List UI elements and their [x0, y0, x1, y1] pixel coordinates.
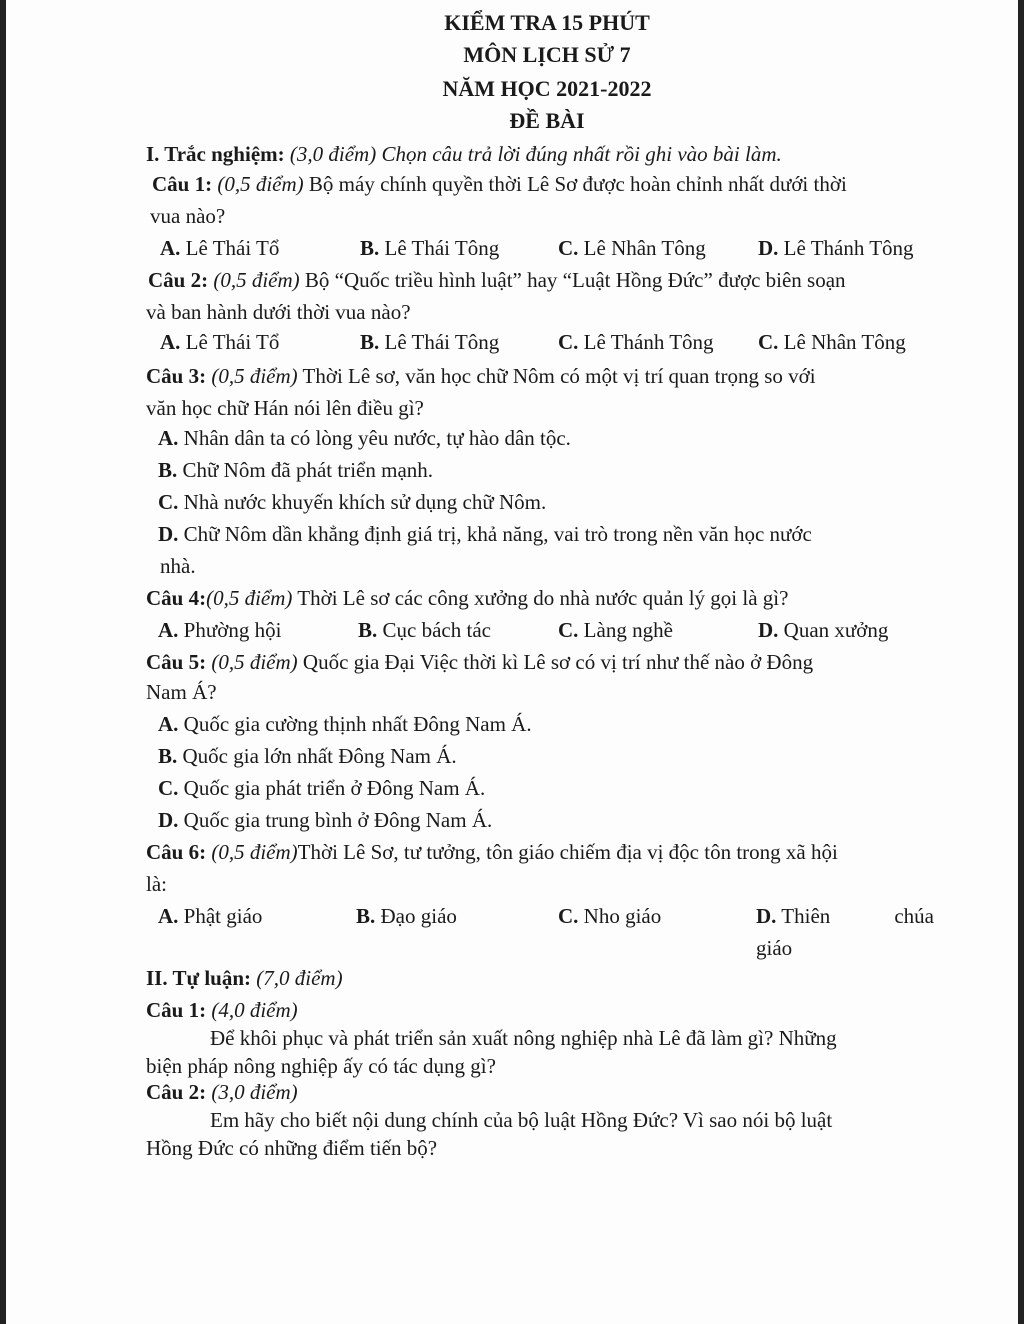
section2-heading: II. Tự luận: [146, 966, 252, 990]
section2-score: (7,0 điểm) [256, 966, 343, 990]
q6-line1 [146, 840, 838, 864]
q3-option-b: B. Chữ Nôm đã phát triển mạnh. [158, 458, 434, 482]
q1-text: Bộ máy chính quyền thời Lê Sơ được hoàn chỉnh nhất dưới thời [308, 172, 847, 196]
q4-score: (0,5 điểm) [206, 586, 293, 610]
q5-line1 [146, 650, 813, 674]
q6-score: (0,5 điểm) [211, 840, 298, 864]
q4-option-b: B. Cục bách tác [358, 618, 491, 642]
q3-text: Thời Lê sơ, văn học chữ Nôm có một vị trí quan trọng so với [302, 364, 816, 388]
section1-score: (3,0 điểm) [289, 142, 377, 166]
q4-line [146, 586, 788, 610]
e2-score: (3,0 điểm) [211, 1080, 298, 1104]
q4-option-d: D. Quan xưởng [758, 618, 889, 642]
q3-option-a: A. Nhân dân ta có lòng yêu nước, tự hào dân tộc. [158, 426, 571, 450]
e2-line2: Hồng Đức có những điểm tiến bộ? [146, 1136, 438, 1160]
q1-score: (0,5 điểm) [217, 172, 304, 196]
q1-option-d: D. Lê Thánh Tông [758, 236, 914, 260]
q2-label: Câu 2: [148, 268, 209, 292]
q4-label: Câu 4: [146, 586, 207, 610]
q5-option-d: D. Quốc gia trung bình ở Đông Nam Á. [158, 808, 493, 832]
q3-label: Câu 3: [146, 364, 207, 388]
q3-option-d: D. Chữ Nôm dần khẳng định giá trị, khả năng, vai trò trong nền văn học nước [158, 522, 812, 546]
q2-text: Bộ “Quốc triều hình luật” hay “Luật Hồng Đức” được biên soạn [304, 268, 846, 292]
q2-line2: và ban hành dưới thời vua nào? [146, 300, 411, 324]
q6-line2: là: [146, 872, 167, 896]
section2-line [146, 966, 343, 990]
q5-label: Câu 5: [146, 650, 207, 674]
exam-title: KIỂM TRA 15 PHÚT [444, 10, 650, 35]
q6-option-a: A. Phật giáo [158, 904, 263, 928]
q2-option-d: C. Lê Nhân Tông [758, 330, 906, 354]
q5-text: Quốc gia Đại Việc thời kì Lê sơ có vị trí như thế nào ở Đông [302, 650, 814, 674]
q3-line1 [146, 364, 816, 388]
q6-option-b: B. Đạo giáo [356, 904, 457, 928]
q3-score: (0,5 điểm) [211, 364, 298, 388]
section1-instruction: Chọn câu trả lời đúng nhất rồi ghi vào bài làm. [381, 142, 782, 166]
q3-option-c: C. Nhà nước khuyến khích sử dụng chữ Nôm. [158, 490, 547, 514]
q1-label: Câu 1: [152, 172, 213, 196]
q6-text: Thời Lê Sơ, tư tưởng, tôn giáo chiếm địa vị độc tôn trong xã hội [297, 840, 838, 864]
q4-option-c: C. Làng nghề [558, 618, 673, 642]
e1-score: (4,0 điểm) [211, 998, 298, 1022]
q3-option-d-cont: nhà. [160, 554, 196, 578]
q2-line1 [148, 268, 846, 292]
q4-option-a: A. Phường hội [158, 618, 282, 642]
e1-line0 [146, 998, 298, 1022]
e1-line1: Để khôi phục và phát triển sản xuất nông nghiệp nhà Lê đã làm gì? Những [210, 1026, 837, 1050]
q5-score: (0,5 điểm) [211, 650, 298, 674]
section1-line [146, 142, 782, 166]
q6-option-d: D. Thiên chúa [756, 904, 934, 928]
q1-option-b: B. Lê Thái Tông [360, 236, 500, 260]
e1-line2: biện pháp nông nghiệp ấy có tác dụng gì? [146, 1054, 496, 1078]
school-year: NĂM HỌC 2021-2022 [442, 76, 652, 101]
q2-option-a: A. Lê Thái Tổ [160, 330, 280, 354]
q1-line1 [152, 172, 847, 196]
q1-option-a: A. Lê Thái Tổ [160, 236, 280, 260]
q5-option-c: C. Quốc gia phát triển ở Đông Nam Á. [158, 776, 486, 800]
q2-score: (0,5 điểm) [213, 268, 300, 292]
q1-line2: vua nào? [150, 204, 226, 228]
q4-text: Thời Lê sơ các công xưởng do nhà nước quản lý gọi là gì? [297, 586, 789, 610]
e2-line0 [146, 1080, 298, 1104]
q5-option-a: A. Quốc gia cường thịnh nhất Đông Nam Á. [158, 712, 532, 736]
exam-heading: ĐỀ BÀI [509, 108, 585, 133]
section1-heading: I. Trắc nghiệm: [146, 142, 285, 166]
q6-option-d-cont: giáo [756, 936, 793, 960]
e2-label: Câu 2: [146, 1080, 207, 1104]
q5-line2: Nam Á? [146, 680, 217, 704]
q1-option-c: C. Lê Nhân Tông [558, 236, 706, 260]
q2-option-b: B. Lê Thái Tông [360, 330, 500, 354]
q6-option-c: C. Nho giáo [558, 904, 662, 928]
q2-option-c: C. Lê Thánh Tông [558, 330, 714, 354]
e2-line1: Em hãy cho biết nội dung chính của bộ luật Hồng Đức? Vì sao nói bộ luật [210, 1108, 833, 1132]
q6-label: Câu 6: [146, 840, 207, 864]
subject-title: MÔN LỊCH SỬ 7 [463, 42, 631, 67]
e1-label: Câu 1: [146, 998, 207, 1022]
q3-line2: văn học chữ Hán nói lên điều gì? [146, 396, 424, 420]
q5-option-b: B. Quốc gia lớn nhất Đông Nam Á. [158, 744, 457, 768]
